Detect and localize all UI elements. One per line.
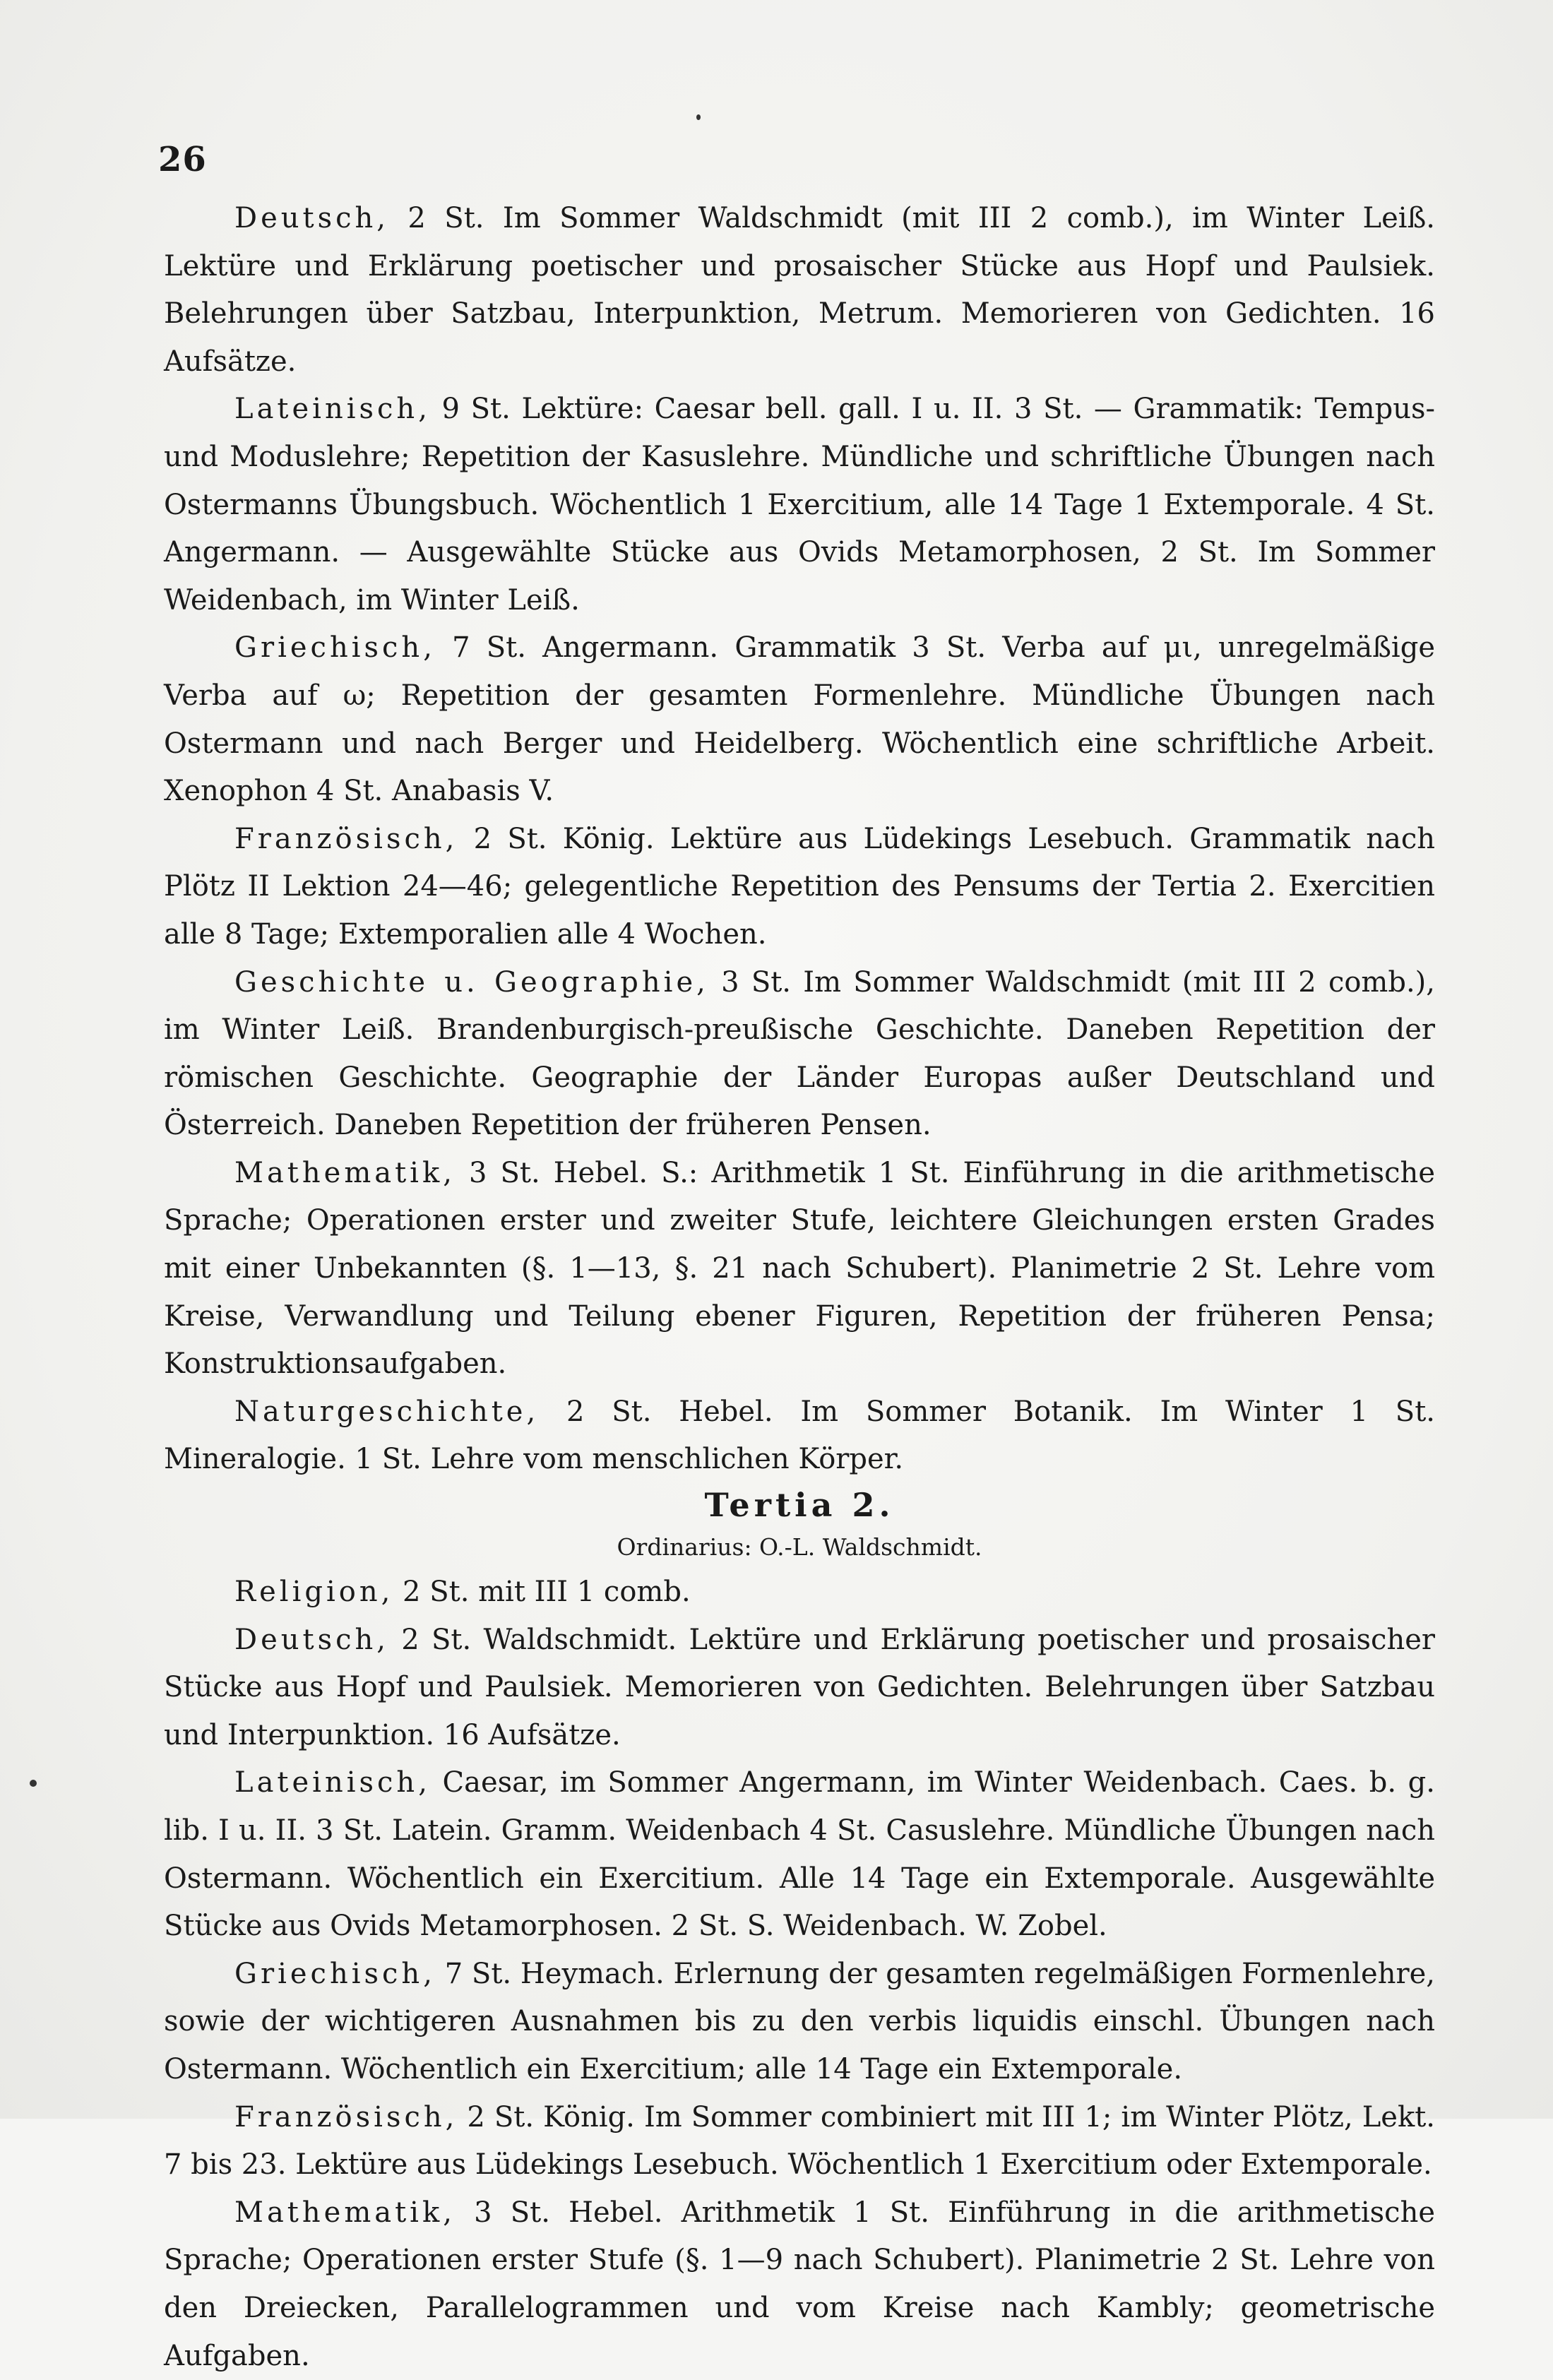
subject-lead: Geschichte u. Geographie, bbox=[234, 965, 709, 999]
subject-lead: Französisch, bbox=[234, 2100, 458, 2134]
paragraph-text: 7 St. Angermann. Grammatik 3 St. Verba auf μι, unregelmäßige Verba auf ω; Repetition der gesamten Formenlehre. Mündliche Übungen nach Ostermann und nach Berger und Heidelberg. Wöchentlich eine schriftliche Arbeit. Xenophon 4 St. Anabasis V. bbox=[164, 631, 1435, 808]
paragraph-deutsch bbox=[164, 195, 1435, 386]
paragraph-deutsch-2 bbox=[164, 1617, 1435, 1760]
subject-lead: Griechisch, bbox=[234, 1957, 436, 1990]
subject-lead: Lateinisch, bbox=[234, 1766, 431, 1799]
section-ordinarius: Ordinarius: O.-L. Waldschmidt. bbox=[617, 1533, 982, 1561]
paragraph-text: 3 St. Im Sommer Waldschmidt (mit III 2 comb.), im Winter Leiß. Brandenburgisch-preußische Geschichte. Daneben Repetition der römischen Geschichte. Geographie der Länder Europas außer Deutschland und Österreich. Daneben Repetition der früheren Pensen. bbox=[164, 965, 1435, 1142]
paragraph-geschichte bbox=[164, 959, 1435, 1150]
paragraph-lateinisch bbox=[164, 386, 1435, 624]
paragraph-mathematik-2 bbox=[164, 2189, 1435, 2380]
paragraph-franzoesisch-2 bbox=[164, 2094, 1435, 2189]
page-number: 26 bbox=[158, 140, 207, 179]
document-body bbox=[164, 195, 1435, 2380]
ink-speck bbox=[30, 1780, 37, 1787]
subject-lead: Mathematik, bbox=[234, 1156, 456, 1189]
paragraph-text: 2 St. Im Sommer Waldschmidt (mit III 2 comb.), im Winter Leiß. Lektüre und Erklärung poetischer und prosaischer Stücke aus Hopf und Paulsiek. Belehrungen über Satzbau, Interpunktion, Metrum. Memorieren von Gedichten. 16 Aufsätze. bbox=[164, 202, 1435, 378]
subject-lead: Religion, bbox=[234, 1576, 394, 1609]
paragraph-naturgeschichte bbox=[164, 1388, 1435, 1484]
paragraph-griechisch-2 bbox=[164, 1951, 1435, 2094]
subject-lead: Mathematik, bbox=[234, 2196, 456, 2229]
paragraph-text: 3 St. Hebel. S.: Arithmetik 1 St. Einführung in die arithmetische Sprache; Operationen erster und zweiter Stufe, leichtere Gleichungen ersten Grades mit einer Unbekannten (§. 1—13, §. 21 nach Schubert). Planimetrie 2 St. Lehre vom Kreise, Verwandlung und Teilung ebener Figuren, Repetition der früheren Pensa; Konstruktionsaufgaben. bbox=[164, 1156, 1435, 1381]
ink-speck bbox=[696, 114, 701, 120]
paragraph-text: 2 St. König. Lektüre aus Lüdekings Lesebuch. Grammatik nach Plötz II Lektion 24—46; gelegentliche Repetition des Pensums der Tertia 2. Exercitien alle 8 Tage; Extemporalien alle 4 Wochen. bbox=[164, 822, 1435, 951]
paragraph-text: 2 St. König. Im Sommer combiniert mit III 1; im Winter Plötz, Lekt. 7 bis 23. Lektüre aus Lüdekings Lesebuch. Wöchentlich 1 Exercitium oder Extemporale. bbox=[164, 2100, 1435, 2182]
paragraph-lateinisch-2 bbox=[164, 1759, 1435, 1950]
paragraph-text: 9 St. Lektüre: Caesar bell. gall. I u. II. 3 St. — Grammatik: Tempus- und Moduslehre; Repetition der Kasuslehre. Mündliche und schriftliche Übungen nach Ostermanns Übungsbuch. Wöchentlich 1 Exercitium, alle 14 Tage 1 Extemporale. 4 St. Angermann. — Ausgewählte Stücke aus Ovids Metamorphosen, 2 St. Im Sommer Weidenbach, im Winter Leiß. bbox=[164, 393, 1435, 617]
section-heading: Tertia 2. bbox=[704, 1486, 895, 1525]
subject-lead: Deutsch, bbox=[234, 1623, 389, 1656]
subject-lead: Naturgeschichte, bbox=[234, 1395, 540, 1428]
paragraph-text: 3 St. Hebel. Arithmetik 1 St. Einführung in die arithmetische Sprache; Operationen erster Stufe (§. 1—9 nach Schubert). Planimetrie 2 St. Lehre von den Dreiecken, Parallelogrammen und vom Kreise nach Kambly; geometrische Aufgaben. bbox=[164, 2196, 1435, 2372]
paragraph-text: 7 St. Heymach. Erlernung der gesamten regelmäßigen Formenlehre, sowie der wichtigeren Ausnahmen bis zu den verbis liquidis einschl. Übungen nach Ostermann. Wöchentlich ein Exercitium; alle 14 Tage ein Extemporale. bbox=[164, 1957, 1435, 2086]
paragraph-franzoesisch bbox=[164, 816, 1435, 959]
paragraph-text: Caesar, im Sommer Angermann, im Winter Weidenbach. Caes. b. g. lib. I u. II. 3 St. Latein. Gramm. Weidenbach 4 St. Casuslehre. Mündliche Übungen nach Ostermann. Wöchentlich ein Exercitium. Alle 14 Tage ein Extemporale. Ausgewählte Stücke aus Ovids Metamorphosen. 2 St. S. Weidenbach. W. Zobel. bbox=[164, 1766, 1435, 1943]
subject-lead: Französisch, bbox=[234, 822, 458, 855]
paragraph-religion bbox=[164, 1569, 1435, 1617]
subject-lead: Griechisch, bbox=[234, 631, 436, 665]
subject-lead: Deutsch, bbox=[234, 202, 389, 234]
subject-lead: Lateinisch, bbox=[234, 393, 431, 426]
paragraph-mathematik bbox=[164, 1150, 1435, 1388]
paragraph-text: 2 St. mit III 1 comb. bbox=[393, 1576, 691, 1609]
paragraph-text: 2 St. Waldschmidt. Lektüre und Erklärung poetischer und prosaischer Stücke aus Hopf und Paulsiek. Memorieren von Gedichten. Belehrungen über Satzbau und Interpunktion. 16 Aufsätze. bbox=[164, 1623, 1435, 1751]
paragraph-griechisch bbox=[164, 624, 1435, 815]
paragraph-text: 2 St. Hebel. Im Sommer Botanik. Im Winter 1 St. Mineralogie. 1 St. Lehre vom menschlichen Körper. bbox=[164, 1395, 1435, 1476]
